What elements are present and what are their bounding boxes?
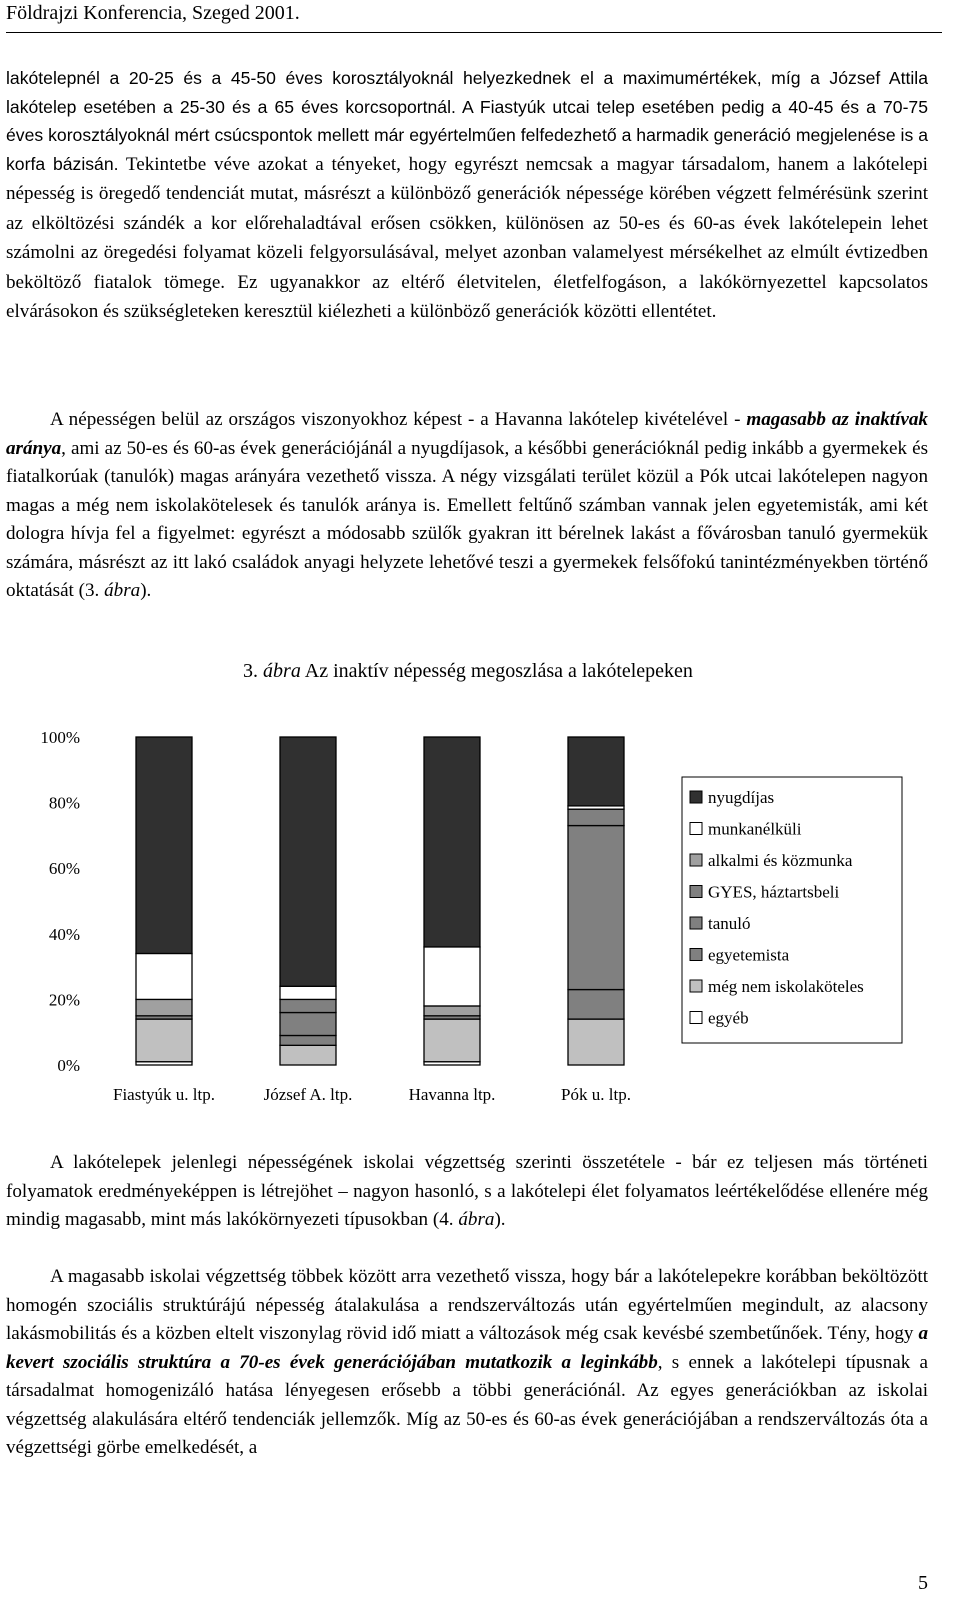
bar-segment <box>280 999 336 1012</box>
bar-segment <box>280 986 336 999</box>
header-rule <box>6 32 942 33</box>
y-tick-label: 60% <box>48 859 80 879</box>
x-tick-label: Havanna ltp. <box>408 1085 496 1104</box>
paragraph-3-end: ). <box>494 1209 506 1230</box>
legend-label: nyugdíjas <box>708 788 775 807</box>
running-header: Földrajzi Konferencia, Szeged 2001. <box>6 2 300 24</box>
paragraph-3 <box>6 1149 928 1235</box>
legend-label: egyéb <box>708 1008 749 1028</box>
paragraph-2-emphasis: magasabb az inaktívak aránya <box>6 409 928 459</box>
paragraph-1-part-b: Tekintetbe véve azokat a tényeket, hogy egyrészt nemcsak a magyar társadalom, hanem a lakótelepi népesség is öregedő tendenciát mutat, másrészt a különböző generációk népessége körében végzett felmérésünk szerint az elköltözési szándék a kor előrehaladtával erősen csökken, különösen az 50-es és 60-as évek lakótelepein lehet számolni az öregedési folyamat közeli felgyorsulásával, melyet azonban valamelyest mérsékelhet az elmúlt évtizedben beköltöző fiatalok tömege. Ez ugyanakkor az eltérő életvitelen, életfelfogáson, a lakókörnyezettel kapcsolatos elvárásokon és szükségleteken keresztül kiélezheti a különböző generációk közötti ellentétet. <box>6 153 928 322</box>
legend-swatch <box>690 949 702 961</box>
y-tick-label: 80% <box>48 793 80 813</box>
paragraph-3-part-a: A lakótelepek jelenlegi népességének iskolai végzettség szerinti összetétele - bár ez teljesen más történeti folyamatok eredményeképpen is létrejöhet – nagyon hasonló, s a lakótelepi élet folyamatos leértékelődése ellenére még mindig magasabb, mint más lakókörnyezeti típusokban ( <box>6 1152 928 1230</box>
paragraph-4-part-b: , s ennek a lakótelepi típusnak a társadalmat homogenizáló hatása lényegesen erősebb a többi generációnál. Az egyes generációkban az iskolai végzettség alakulására eltérő tendenciák jellemzők. Míg az 50-es és 60-as évek generációjában a rendszerváltozás óta a végzettségi görbe emelkedését, a <box>6 1351 928 1458</box>
legend-box <box>682 777 902 1043</box>
paragraph-1-part-a: lakótelepnél a 20-25 és a 45-50 éves korosztályoknál helyezkednek el a maximumértékek, míg a József Attila lakótelep esetében a 25-30 és a 65 éves korcsoportnál. A Fiastyúk utcai telep esetében pedig a 40-45 és a 70-75 éves korosztályoknál mért csúcspontok mellett már egyértelműen felfedezhető a harmadik generáció megjelenése is a korfa bázisán. <box>6 68 928 174</box>
figure-4-ref-word: ábra <box>458 1209 495 1230</box>
bar-segment <box>568 737 624 806</box>
bar-segment <box>280 1035 336 1045</box>
legend-swatch <box>690 980 702 992</box>
legend-swatch <box>690 1012 702 1024</box>
y-tick-label: 40% <box>48 924 80 944</box>
legend-swatch <box>690 854 702 866</box>
bar-segment <box>424 737 480 947</box>
caption-word: ábra <box>263 660 301 682</box>
paragraph-2-part-b: , ami az 50-es és 60-as évek generációjánál a nyugdíjasok, a későbbi generációknál pedig inkább a gyermekek és fiatalkorúak (tanulók) magas arányára vezethető vissza. A négy vizsgálati terület közül a Pók utcai lakótelepen nagyon magas a még nem iskolakötelesek és tanulók aránya is. Emellett feltűnő számban vannak jelen egyetemisták, ami két dologra hívja fel a figyelmet: egyrészt a módosabb szülők gyakran itt bérelnek lakást a fővárosban tanuló gyermekük számára, másrészt az itt lakó családok anyagi helyzete lehetővé teszi a gyermekek felsőfokú tanintézményekben történő oktatását ( <box>6 437 928 601</box>
paragraph-4-part-a: A magasabb iskolai végzettség többek között arra vezethető vissza, hogy bár a lakótelepekre korábban beköltözött homogén szociális struktúrájú népesség átalakulása a rendszerváltozás után egyértelműen megindult, az alacsony lakásmobilitás és a közben eltelt viszonylag rövid idő miatt a változások még csak kevésbé szembetűnőek. Tény, hogy <box>6 1266 928 1344</box>
legend-swatch <box>690 917 702 929</box>
bar-segment <box>280 1045 336 1065</box>
bar-segment <box>424 1019 480 1062</box>
legend-swatch <box>690 886 702 898</box>
bar-segment <box>136 953 192 999</box>
figure-chart <box>0 715 960 1115</box>
y-tick-label: 20% <box>48 990 80 1010</box>
bar-segment <box>424 947 480 1006</box>
y-tick-label: 0% <box>57 1056 80 1075</box>
paragraph-2-end: ). <box>140 580 152 601</box>
y-tick-label: 100% <box>40 728 80 747</box>
bar-segment <box>568 990 624 1020</box>
legend-label: tanuló <box>708 914 751 933</box>
bar-segment <box>568 826 624 990</box>
legend-label: alkalmi és közmunka <box>708 851 853 870</box>
paragraph-4 <box>6 1263 928 1463</box>
bar-segment <box>280 1013 336 1036</box>
caption-number: 3. <box>243 660 259 682</box>
caption-text: Az inaktív népesség megoszlása a lakótelepeken <box>304 660 693 682</box>
x-tick-label: Fiastyúk u. ltp. <box>112 1085 216 1104</box>
paragraph-1 <box>6 64 928 327</box>
legend-label: GYES, háztartsbeli <box>708 882 840 902</box>
stacked-bar-chart <box>0 715 960 1115</box>
paragraph-4-emphasis: a kevert szociális struktúra a 70-es évek generációjában mutatkozik a leginkább <box>6 1323 928 1373</box>
bar-segment <box>568 1019 624 1065</box>
bar-segment <box>136 999 192 1015</box>
figure-ref-word: ábra <box>104 580 141 601</box>
bar-segment <box>568 809 624 825</box>
paragraph-2 <box>6 406 928 606</box>
figure-4-ref-number: 4. <box>439 1209 454 1230</box>
figure-ref-number: 3. <box>85 580 100 601</box>
legend-swatch <box>690 791 702 803</box>
bar-segment <box>280 737 336 986</box>
bar-segment <box>136 737 192 953</box>
x-tick-label: Pók u. ltp. <box>561 1085 631 1104</box>
legend-swatch <box>690 823 702 835</box>
page-number: 5 <box>918 1572 928 1594</box>
bar-segment <box>136 1019 192 1062</box>
paragraph-2-part-a: A népességen belül az országos viszonyokhoz képest - a Havanna lakótelep kivételével - <box>50 409 741 430</box>
bar-segment <box>424 1006 480 1016</box>
x-tick-label: József A. ltp. <box>263 1085 353 1104</box>
legend-label: egyetemista <box>708 945 790 965</box>
legend-label: munkanélküli <box>708 819 802 839</box>
figure-caption <box>0 660 936 683</box>
legend-label: még nem iskolaköteles <box>708 977 864 996</box>
